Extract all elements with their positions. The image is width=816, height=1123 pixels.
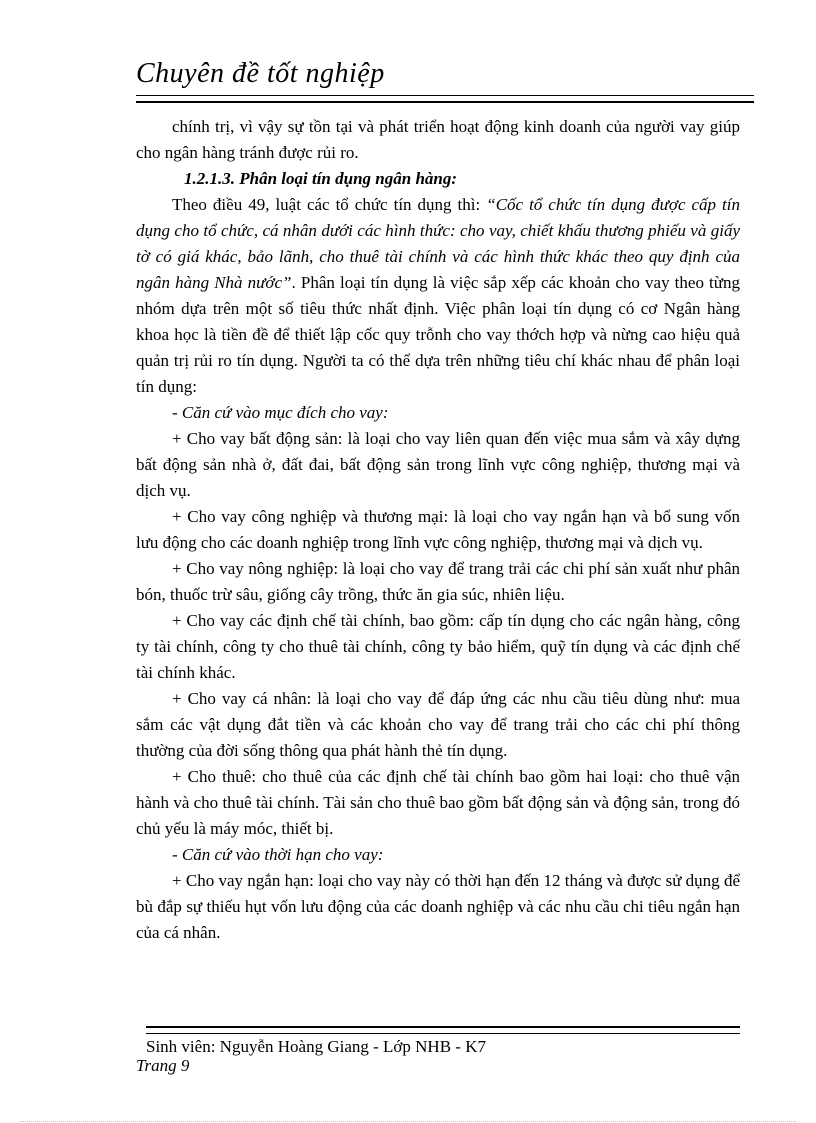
paragraph-intro-end: . Phân loại tín dụng là việc sắp xếp các khoản cho vay theo từng nhóm dựa trên một số tiêu thức nhất định. Việc phân loại tín dụng có cơ Ngân hàng khoa học là tiền đề để thiết lập cốc quy trỗnh cho vay thớch hợp và nừng cao hiệu quả quản trị rủi ro tín dụng. Người ta có thể dựa trên những tiêu chí khác nhau để phân loại tín dụng:	[136, 273, 740, 396]
law-quote: “Cốc tổ chức tín dụng được cấp tín dụng cho tổ chức, cá nhân dưới các hình thức: cho vay, chiết khấu thương phiếu và giấy tờ có giá khác, bảo lãnh, cho thuê tài chính và các hình thức khác theo quy định của ngân hàng Nhà nước”	[136, 195, 740, 292]
paragraph-continuation: chính trị, vì vậy sự tồn tại và phát triển hoạt động kinh doanh của người vay giúp cho ngân hàng tránh được rủi ro.	[136, 117, 740, 162]
paragraph-personal-loans: + Cho vay cá nhân: là loại cho vay để đáp ứng các nhu cầu tiêu dùng như: mua sắm các vật dụng đắt tiền và các khoản cho vay để trang trải cho các chi phí thông thường của đời sống thông qua phát hành thẻ tín dụng.	[136, 689, 740, 760]
section-heading: 1.2.1.3. Phân loại tín dụng ngân hàng:	[184, 169, 458, 188]
page-edge-line	[20, 1121, 796, 1122]
paragraph-commercial-loans: + Cho vay công nghiệp và thương mại: là loại cho vay ngắn hạn và bổ sung vốn lưu động cho các doanh nghiệp trong lĩnh vực công nghiệp, thương mại và dịch vụ.	[136, 507, 740, 552]
document-body	[136, 114, 740, 946]
footer-page-number: Trang 9	[136, 1056, 190, 1075]
paragraph-agricultural-loans: + Cho vay nông nghiệp: là loại cho vay để trang trải các chi phí sản xuất như phân bón, thuốc trừ sâu, giống cây trồng, thức ăn gia súc, nhiên liệu.	[136, 559, 740, 604]
footer-divider	[146, 1026, 740, 1034]
paragraph-short-term-loans: + Cho vay ngắn hạn: loại cho vay này có thời hạn đến 12 tháng và được sử dụng để bù đắp sự thiếu hụt vốn lưu động của các doanh nghiệp và các nhu cầu chi tiêu ngắn hạn của cá nhân.	[136, 871, 740, 942]
paragraph-leasing: + Cho thuê: cho thuê của các định chế tài chính bao gồm hai loại: cho thuê vận hành và cho thuê tài chính. Tài sản cho thuê bao gồm bất động sản và động sản, trong đó chủ yếu là máy móc, thiết bị.	[136, 767, 740, 838]
paragraph-financial-institution-loans: + Cho vay các định chế tài chính, bao gồm: cấp tín dụng cho các ngân hàng, công ty tài chính, công ty cho thuê tài chính, công ty bảo hiểm, quỹ tín dụng và các định chế tài chính khác.	[136, 611, 740, 682]
paragraph-real-estate-loans: + Cho vay bất động sản: là loại cho vay liên quan đến việc mua sắm và xây dựng bất động sản nhà ở, đất đai, bất động sản trong lĩnh vực công nghiệp, thương mại và dịch vụ.	[136, 429, 740, 500]
header-divider	[136, 95, 754, 103]
paragraph-classification-intro	[136, 192, 740, 400]
document-header-title: Chuyên đề tốt nghiệp	[136, 58, 385, 89]
footer-student-info: Sinh viên: Nguyễn Hoàng Giang - Lớp NHB - K7	[146, 1037, 486, 1056]
subheading-purpose: - Căn cứ vào mục đích cho vay:	[172, 403, 389, 422]
subheading-term: - Căn cứ vào thời hạn cho vay:	[172, 845, 384, 864]
paragraph-intro-start: Theo điều 49, luật các tổ chức tín dụng thì:	[172, 195, 487, 214]
